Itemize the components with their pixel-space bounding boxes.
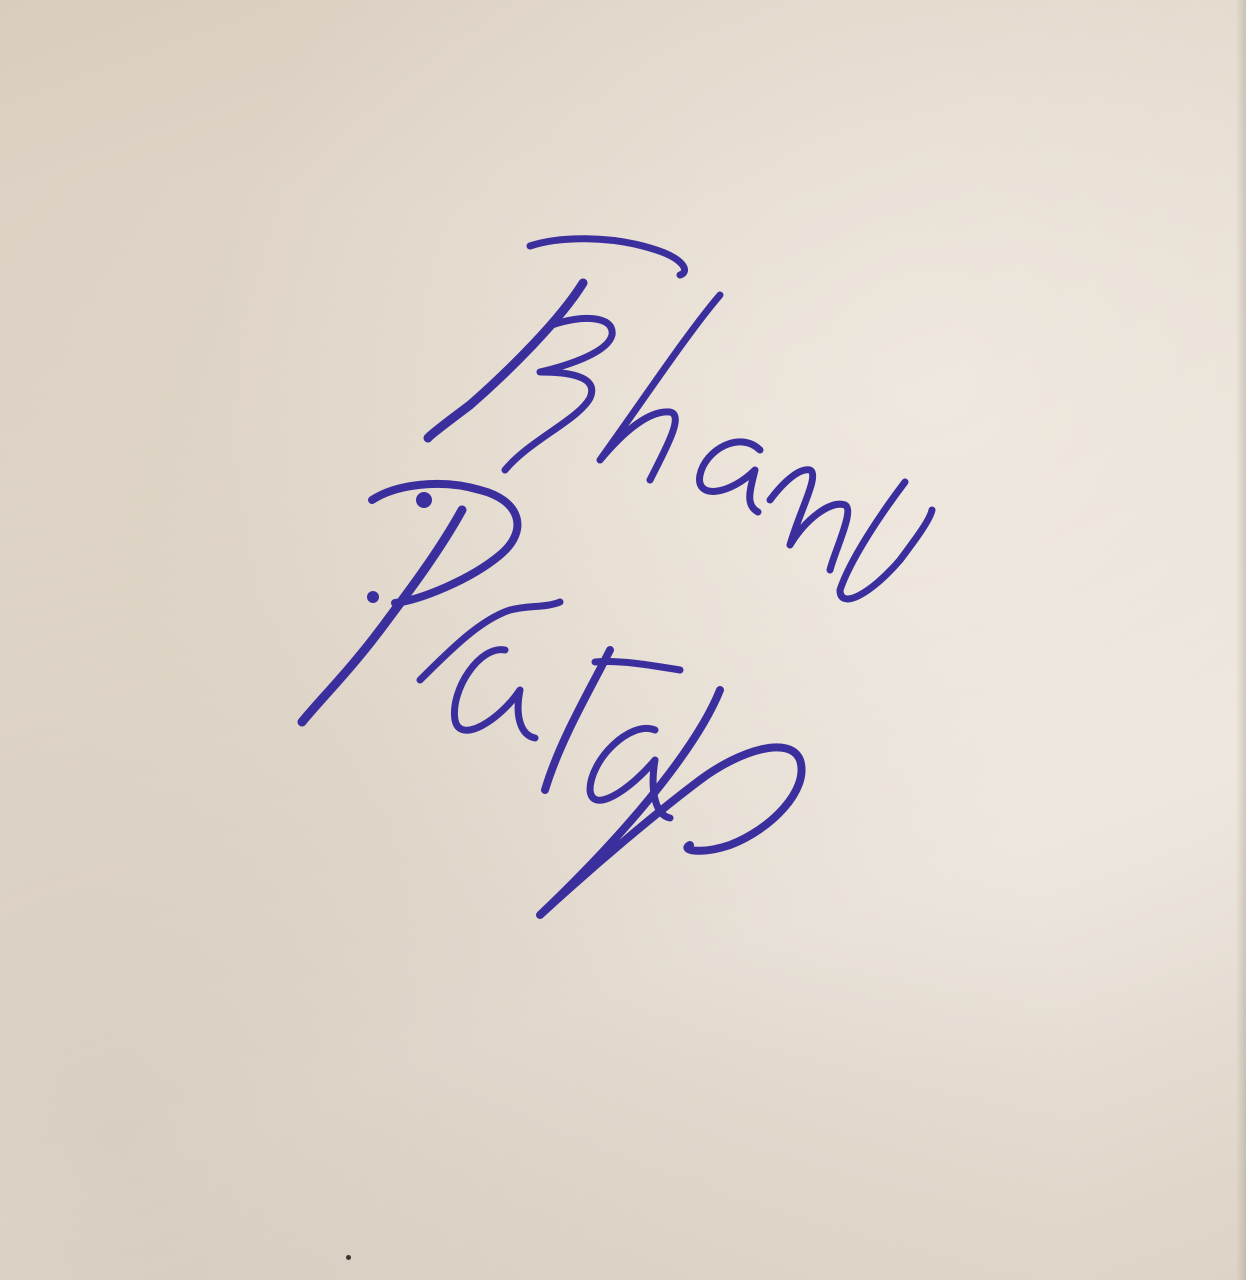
signature-stroke-t-cross	[595, 662, 680, 670]
signature-stroke-u	[840, 482, 932, 599]
signature-stroke-t-stem	[545, 650, 610, 790]
signature-stroke-n	[770, 470, 848, 570]
signature-stroke-p-stem	[302, 510, 462, 722]
signature-dot-2	[367, 591, 379, 603]
signature-stroke-a2	[454, 650, 535, 738]
signature-stroke-r	[420, 602, 560, 680]
signature-stroke-p-end	[540, 690, 802, 915]
signature-stroke-h	[600, 295, 720, 480]
signature-dot-1	[416, 492, 432, 508]
signature-stroke-b-top	[530, 239, 685, 275]
signature-stroke-b-stem	[428, 283, 583, 438]
signature-stroke-a3	[590, 728, 670, 818]
signature-stroke-b-bowl	[505, 318, 612, 470]
signature-stroke-a	[700, 442, 760, 512]
paper-speck	[346, 1255, 351, 1260]
